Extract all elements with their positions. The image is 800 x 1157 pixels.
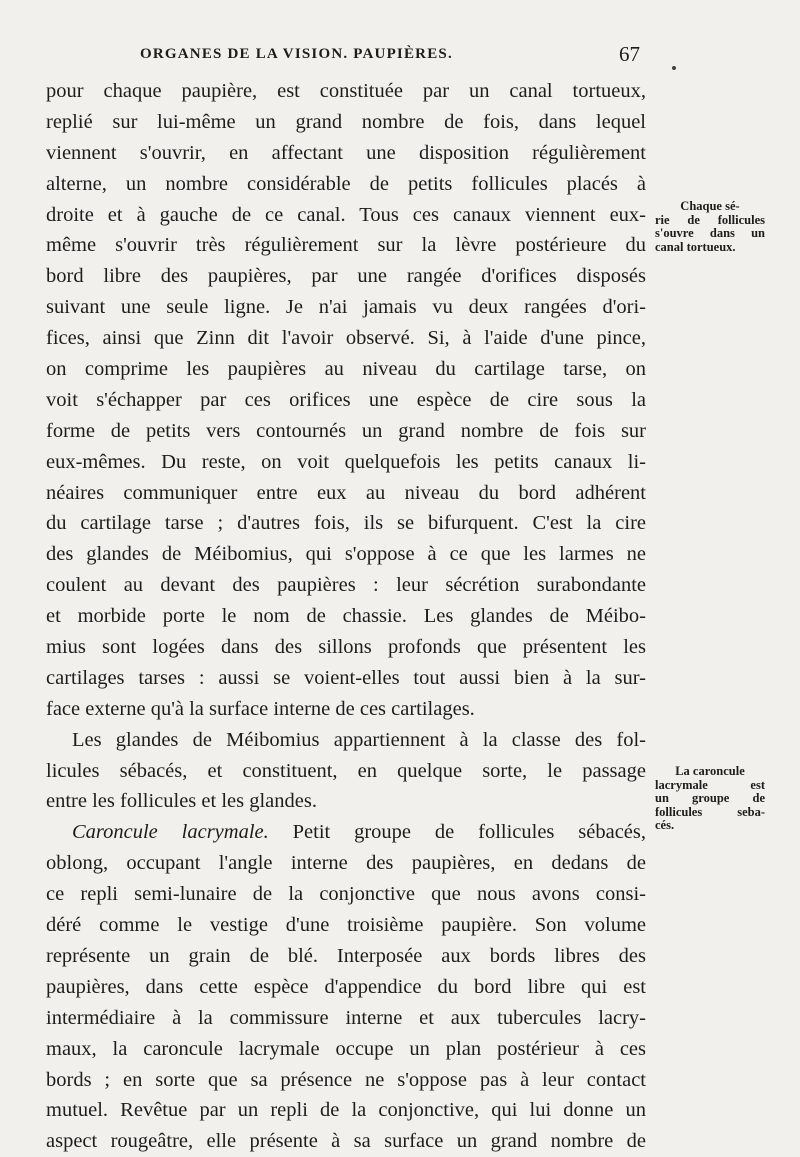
margin-note-line: Chaque sé- <box>680 199 740 213</box>
paragraph-1 <box>46 76 646 725</box>
text-line: face externe qu'à la surface interne de ces cartilages. <box>46 697 475 720</box>
margin-note-line: rie de follicules <box>655 212 765 227</box>
margin-note-line: La caroncule <box>675 764 745 778</box>
margin-note-line: s'ouvre dans un <box>655 226 765 240</box>
text-line: fices, ainsi que Zinn dit l'avoir observé. Si, à l'aide d'une pince, <box>46 327 646 350</box>
text-line: néaires communiquer entre eux au niveau du bord adhérent <box>46 481 646 504</box>
print-speck <box>672 66 676 70</box>
text-line: Les glandes de Méibomius appartiennent à la classe des fol- <box>72 728 646 751</box>
running-title: ORGANES DE LA VISION. PAUPIÈRES. <box>140 46 453 62</box>
main-text <box>46 76 646 1157</box>
text-line <box>46 817 646 848</box>
margin-note-1 <box>655 200 765 254</box>
text-line: eux-mêmes. Du reste, on voit quelquefois les petits canaux li- <box>46 450 646 473</box>
text-line: voit s'échapper par ces orifices une espèce de cire sous la <box>46 388 646 411</box>
margin-note-line: follicules seba- <box>655 804 765 819</box>
margin-note-line: cés. <box>655 818 675 832</box>
text-line: maux, la caroncule lacrymale occupe un plan postérieur à ces <box>46 1037 646 1060</box>
text-line: ce repli semi-lunaire de la conjonctive que nous avons consi- <box>46 883 646 906</box>
text-line: viennent s'ouvrir, en affectant une disposition régulièrement <box>46 141 646 164</box>
text-line: des glandes de Méibomius, qui s'oppose à ce que les larmes ne <box>46 543 646 566</box>
text-line: aspect rougeâtre, elle présente à sa surface un grand nombre de <box>46 1130 646 1153</box>
text-line: coulent au devant des paupières : leur sécrétion surabondante <box>46 574 646 597</box>
paragraph-3 <box>46 817 646 1157</box>
text-line: cartilages tarses : aussi se voient-elles tout aussi bien à la sur- <box>46 666 646 689</box>
text-line: oblong, occupant l'angle interne des paupières, en dedans de <box>46 852 646 875</box>
margin-note-line: lacrymale est <box>655 777 765 792</box>
section-heading: Caroncule lacrymale. <box>72 821 269 844</box>
text-line: alterne, un nombre considérable de petits follicules placés à <box>46 172 646 195</box>
text-line: bords ; en sorte que sa présence ne s'oppose pas à leur contact <box>46 1068 646 1091</box>
text-line: bord libre des paupières, par une rangée d'orifices disposés <box>46 265 646 288</box>
text-line: suivant une seule ligne. Je n'ai jamais vu deux rangées d'ori- <box>46 296 646 319</box>
margin-note-line: un groupe de <box>655 791 765 805</box>
text-line: représente un grain de blé. Interposée aux bords libres des <box>46 944 646 967</box>
paragraph-2 <box>46 725 646 818</box>
text-line: droite et à gauche de ce canal. Tous ces canaux viennent eux- <box>46 203 646 226</box>
text-line: paupières, dans cette espèce d'appendice du bord libre qui est <box>46 975 646 998</box>
text-line: mius sont logées dans des sillons profonds que présentent les <box>46 636 646 659</box>
text-line: forme de petits vers contournés un grand nombre de fois sur <box>46 419 646 442</box>
text-line: mutuel. Revêtue par un repli de la conjonctive, qui lui donne un <box>46 1099 646 1122</box>
text-line: on comprime les paupières au niveau du cartilage tarse, on <box>46 358 646 381</box>
text-line: déré comme le vestige d'une troisième paupière. Son volume <box>46 914 646 937</box>
text-line: pour chaque paupière, est constituée par un canal tortueux, <box>46 80 646 102</box>
text-line: replié sur lui-même un grand nombre de fois, dans lequel <box>46 110 646 133</box>
page-number: 67 <box>619 42 640 66</box>
margin-note-line: canal tortueux. <box>655 239 736 254</box>
text-line: intermédiaire à la commissure interne et aux tubercules lacry- <box>46 1006 646 1029</box>
text-line: du cartilage tarse ; d'autres fois, ils se bifurquent. C'est la cire <box>46 512 646 535</box>
text-line: entre les follicules et les glandes. <box>46 790 317 813</box>
text-line: même s'ouvrir très régulièrement sur la lèvre postérieure du <box>46 234 646 257</box>
margin-note-2 <box>655 765 765 833</box>
text-fragment: Petit groupe de follicules sébacés, <box>268 821 646 844</box>
running-header <box>140 40 640 70</box>
text-line: et morbide porte le nom de chassie. Les glandes de Méibo- <box>46 605 646 628</box>
text-line: licules sébacés, et constituent, en quelque sorte, le passage <box>46 759 646 782</box>
